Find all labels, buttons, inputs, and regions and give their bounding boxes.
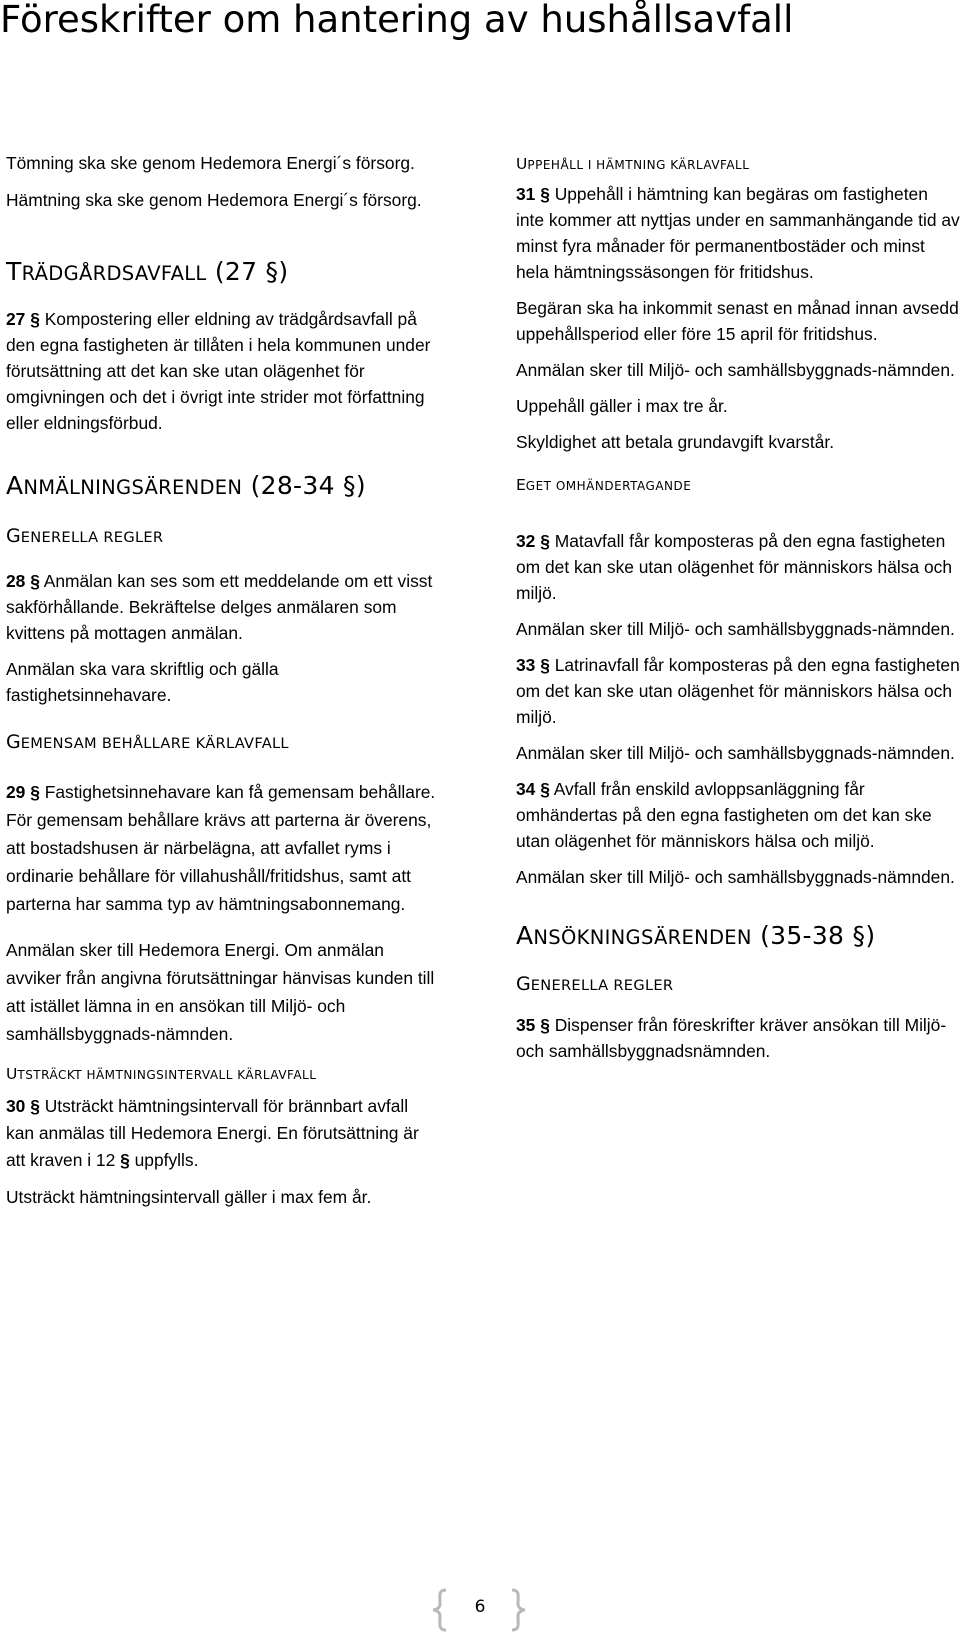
paragraph: Uppehåll gäller i max tre år. bbox=[516, 396, 728, 416]
subheading-generella-regler: GENERELLA REGLER bbox=[6, 525, 164, 547]
section-sign-icon: § bbox=[852, 921, 866, 950]
subheading-generella-regler: GENERELLA REGLER bbox=[516, 973, 674, 995]
paragraph: Hämtning ska ske genom Hedemora Energi´s försorg. bbox=[6, 190, 422, 210]
section-sign-icon: § bbox=[120, 1150, 130, 1170]
paragraph: Anmälan sker till Miljö- och samhällsbyggnads-nämnden. bbox=[516, 743, 955, 763]
section-heading-tradgardsavfall: TRÄDGÅRDSAVFALL (27 §) bbox=[6, 257, 289, 286]
paragraph-32: 32 § Matavfall får komposteras på den egna fastigheten om det kan ske utan olägenhet för människors hälsa och miljö. bbox=[516, 531, 952, 603]
paragraph: Anmälan sker till Miljö- och samhällsbyggnads-nämnden. bbox=[516, 619, 955, 639]
page-number: 6 bbox=[474, 1597, 486, 1617]
right-column bbox=[516, 150, 960, 1074]
subheading-gemensam-behallare: GEMENSAM BEHÅLLARE KÄRLAVFALL bbox=[6, 731, 289, 753]
subheading-utstrackt-hamtningsintervall: UTSTRÄCKT HÄMTNINGSINTERVALL KÄRLAVFALL bbox=[6, 1065, 317, 1083]
left-column bbox=[6, 150, 438, 1221]
section-heading-anmalningsarenden: ANMÄLNINGSÄRENDEN (28-34 §) bbox=[6, 471, 366, 500]
section-sign-icon: § bbox=[265, 257, 279, 286]
section-sign-icon: § bbox=[540, 184, 550, 204]
paragraph: Anmälan sker till Hedemora Energi. Om anmälan avviker från angivna förutsättningar hänvisas kunden till att istället lämna in en ansökan till Miljö- och samhällsbyggnads-nämnden. bbox=[6, 940, 435, 1044]
paragraph-31: 31 § Uppehåll i hämtning kan begäras om fastigheten inte kommer att nyttjas under en sammanhängande tid av minst fyra månader för permanentbostäder och minst hela hämtningssäsongen för fritidshus. bbox=[516, 184, 960, 282]
paragraph: Tömning ska ske genom Hedemora Energi´s försorg. bbox=[6, 153, 415, 173]
paragraph-33: 33 § Latrinavfall får komposteras på den egna fastigheten om det kan ske utan olägenhet för människors hälsa och miljö. bbox=[516, 655, 960, 727]
subheading-eget-omhandertagande: EGET OMHÄNDERTAGANDE bbox=[516, 476, 692, 494]
paragraph: Anmälan sker till Miljö- och samhällsbyggnads-nämnden. bbox=[516, 360, 955, 380]
page-title: Föreskrifter om hantering av hushållsavfall bbox=[0, 0, 794, 41]
paragraph: Utsträckt hämtningsintervall gäller i max fem år. bbox=[6, 1187, 372, 1207]
paragraph-28: 28 § Anmälan kan ses som ett meddelande om ett visst sakförhållande. Bekräftelse delges anmälaren som kvittens på mottagen anmälan. bbox=[6, 571, 433, 643]
section-heading-ansokningsarenden: ANSÖKNINGSÄRENDEN (35-38 §) bbox=[516, 921, 876, 950]
section-sign-icon: § bbox=[540, 655, 550, 675]
paragraph-34: 34 § Avfall från enskild avloppsanläggning får omhändertas på den egna fastigheten om det kan ske utan olägenhet för människors hälsa och miljö. bbox=[516, 779, 932, 851]
paragraph: Anmälan ska vara skriftlig och gälla fastighetsinnehavare. bbox=[6, 659, 279, 705]
section-sign-icon: § bbox=[540, 1015, 550, 1035]
section-sign-icon: § bbox=[343, 471, 356, 500]
paragraph-29: 29 § Fastighetsinnehavare kan få gemensam behållare. För gemensam behållare krävs att parterna är överens, att bostadshusen är närbelägna, att avfallet ryms i ordinarie behållare för villahushåll/fritidshus, samt att parterna har samma typ av hämtningsabonnemang. bbox=[6, 782, 436, 914]
paragraph-27: 27 § Kompostering eller eldning av trädgårdsavfall på den egna fastigheten är tillåten i hela kommunen under förutsättning att det kan ske utan olägenhet för omgivningen och det i övrigt inte strider mot författning eller eldningsförbud. bbox=[6, 309, 431, 433]
page-footer bbox=[430, 1588, 530, 1632]
paragraph: Begäran ska ha inkommit senast en månad innan avsedd uppehållsperiod eller före 15 april för fritidshus. bbox=[516, 298, 959, 344]
left-brace-icon bbox=[430, 1588, 450, 1632]
section-sign-icon: § bbox=[540, 779, 550, 799]
section-sign-icon: § bbox=[30, 309, 40, 329]
paragraph: Skyldighet att betala grundavgift kvarstår. bbox=[516, 432, 835, 452]
section-sign-icon: § bbox=[30, 571, 40, 591]
paragraph-30: 30 § Utsträckt hämtningsintervall för brännbart avfall kan anmälas till Hedemora Energi. En förutsättning är att kraven i 12 § uppfylls. bbox=[6, 1096, 419, 1170]
section-sign-icon: § bbox=[30, 782, 40, 802]
right-brace-icon bbox=[508, 1588, 528, 1632]
paragraph: Anmälan sker till Miljö- och samhällsbyggnads-nämnden. bbox=[516, 867, 955, 887]
subheading-uppehall-i-hamtning: UPPEHÅLL I HÄMTNING KÄRLAVFALL bbox=[516, 155, 750, 173]
section-sign-icon: § bbox=[30, 1096, 40, 1116]
paragraph-35: 35 § Dispenser från föreskrifter kräver ansökan till Miljö- och samhällsbyggnadsnämnden. bbox=[516, 1015, 947, 1061]
section-sign-icon: § bbox=[540, 531, 550, 551]
